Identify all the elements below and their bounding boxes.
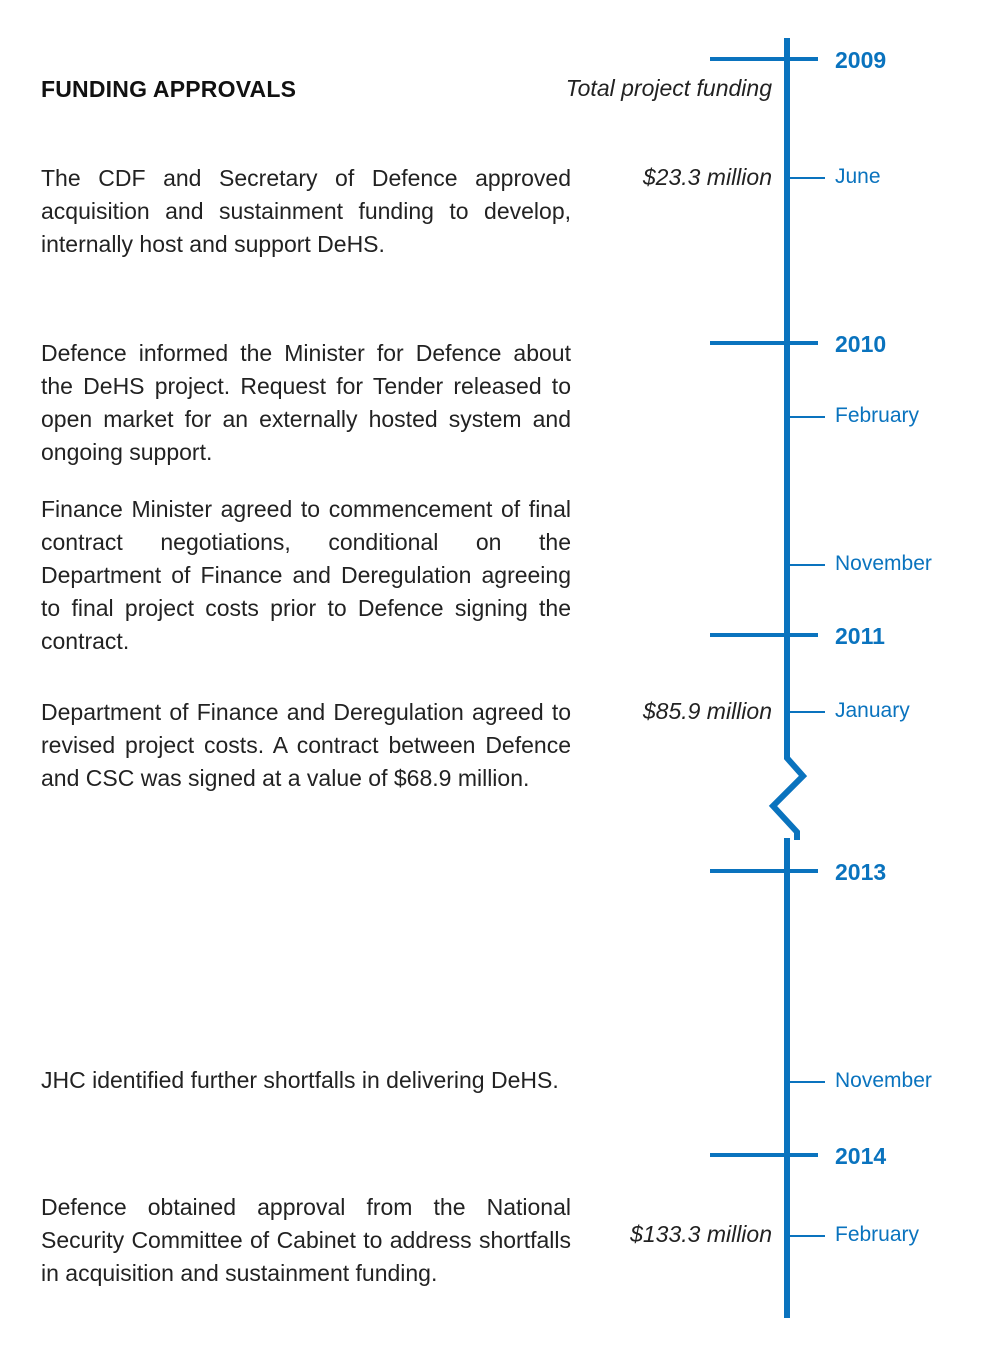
page-title: FUNDING APPROVALS [41,76,297,102]
funding-column-header: Total project funding [565,75,772,101]
month-label: February [835,404,920,427]
event-description: Defence informed the Minister for Defence about the DeHS project. Request for Tender released to open market for an externally hosted system and ongoing support. [41,340,571,465]
year-label: 2009 [835,47,887,73]
year-label: 2013 [835,859,887,885]
month-label: June [835,165,881,188]
timeline-break [773,752,803,840]
month-label: February [835,1223,920,1246]
year-label: 2011 [835,623,885,649]
event-description: JHC identified further shortfalls in delivering DeHS. [41,1067,559,1093]
event-description: The CDF and Secretary of Defence approved acquisition and sustainment funding to develop, internally host and support DeHS. [41,165,571,257]
year-label: 2010 [835,331,887,357]
year-label: 2014 [835,1143,887,1169]
month-label: January [835,699,910,722]
month-label: November [835,1069,932,1092]
event-description: Defence obtained approval from the National Security Committee of Cabinet to address shortfalls in acquisition and sustainment funding. [41,1194,571,1286]
event-description: Finance Minister agreed to commencement of final contract negotiations, conditional on the Department of Finance and Deregulation agreeing to final project costs prior to Defence signing the contract. [41,496,571,654]
month-label: November [835,552,932,575]
funding-amount: $85.9 million [642,698,772,724]
funding-amount: $133.3 million [630,1221,772,1247]
funding-amount: $23.3 million [642,164,772,190]
event-description: Department of Finance and Deregulation agreed to revised project costs. A contract between Defence and CSC was signed at a value of $68.9 million. [41,699,571,791]
